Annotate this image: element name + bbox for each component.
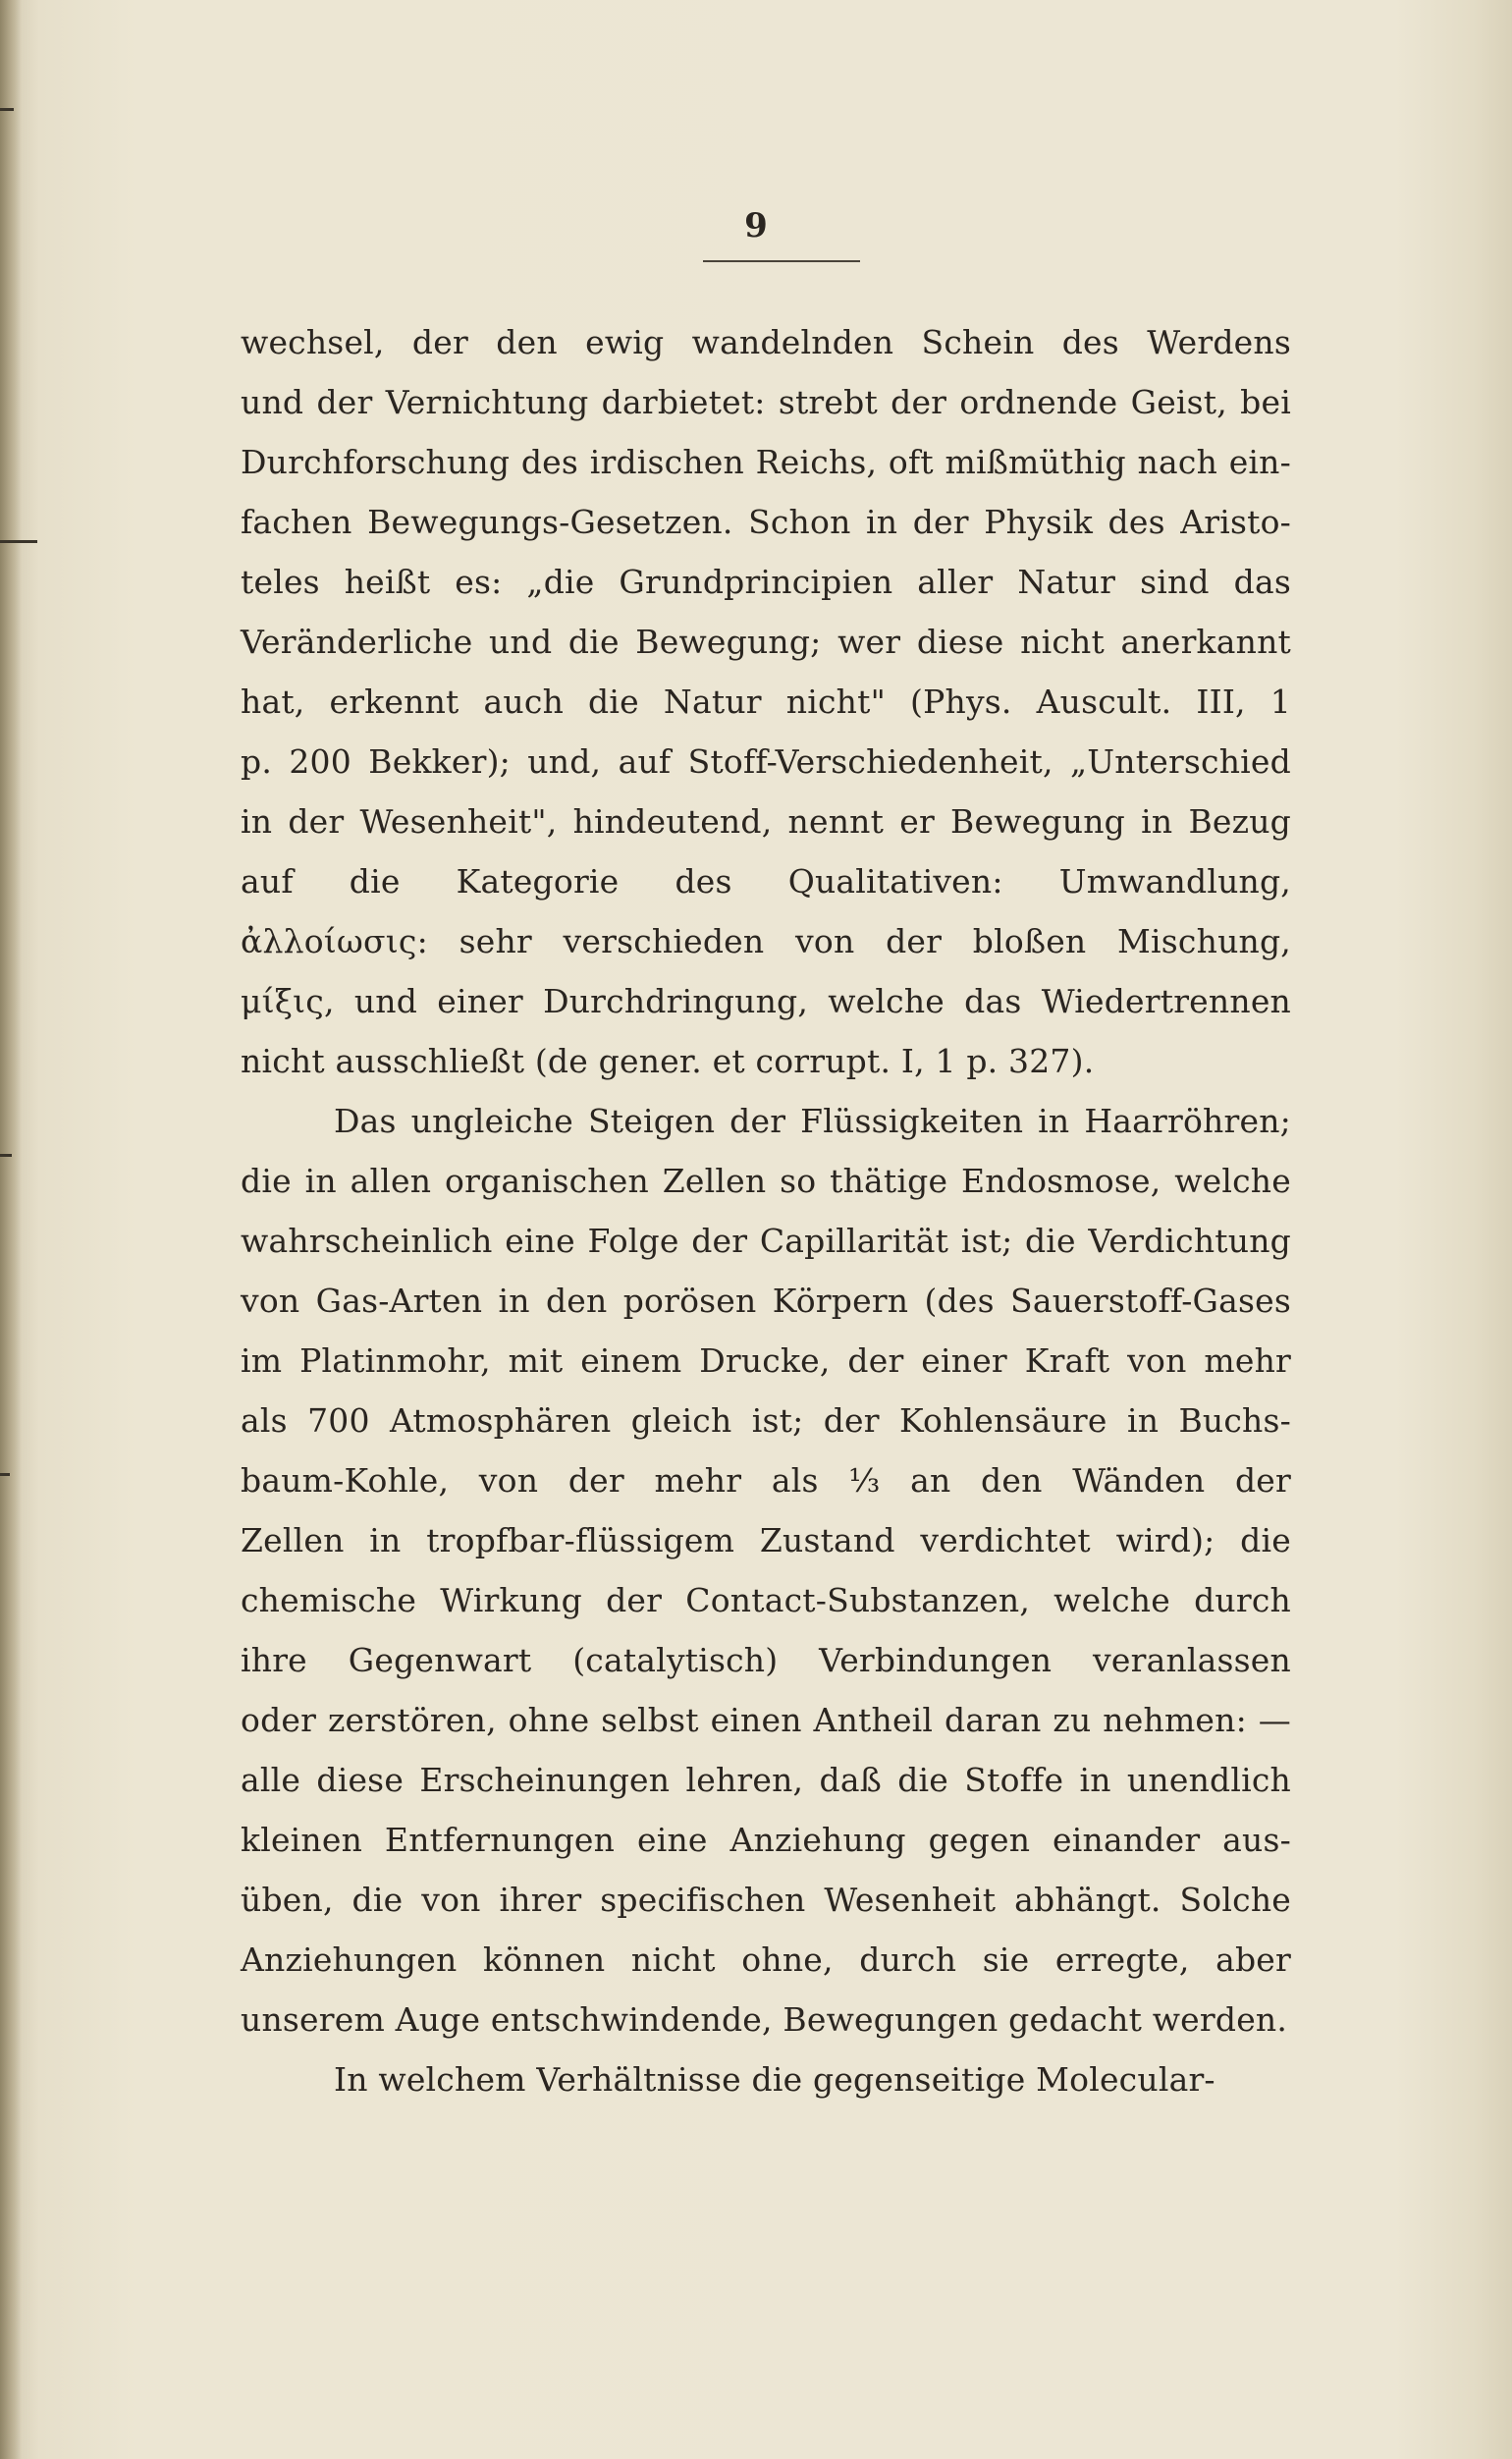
text-line: Veränderliche und die Bewegung; wer diese nicht anerkannt	[241, 623, 1291, 661]
text-line: ἀλλοίωσις: sehr verschieden von der bloßen Mischung,	[241, 922, 1291, 960]
page-spine-shadow	[0, 0, 22, 2459]
header-rule	[703, 260, 860, 262]
edge-mark	[0, 1154, 12, 1157]
text-line: in der Wesenheit", hindeutend, nennt er Bewegung in Bezug	[241, 802, 1291, 841]
text-line: Zellen in tropfbar-flüssigem Zustand verdichtet wird); die	[241, 1521, 1291, 1559]
text-line: die in allen organischen Zellen so thätige Endosmose, welche	[241, 1162, 1291, 1200]
text-line: im Platinmohr, mit einem Drucke, der einer Kraft von mehr	[241, 1341, 1291, 1380]
text-line: von Gas-Arten in den porösen Körpern (des Sauerstoff-Gases	[241, 1282, 1291, 1320]
text-line: wechsel, der den ewig wandelnden Schein des Werdens	[241, 323, 1291, 361]
text-line: üben, die von ihrer specifischen Wesenheit abhängt. Solche	[241, 1881, 1291, 1919]
text-line: teles heißt es: „die Grundprincipien aller Natur sind das	[241, 563, 1291, 601]
text-line: und der Vernichtung darbietet: strebt der ordnende Geist, bei	[241, 383, 1291, 421]
body-text	[241, 312, 1291, 2109]
text-line: unserem Auge entschwindende, Bewegungen gedacht werden.	[241, 2000, 1288, 2039]
text-line: als 700 Atmosphären gleich ist; der Kohlensäure in Buchs-	[241, 1401, 1291, 1440]
edge-mark	[0, 540, 37, 543]
text-line: fachen Bewegungs-Gesetzen. Schon in der Physik des Aristo-	[241, 503, 1291, 541]
edge-mark	[0, 1473, 10, 1476]
text-line: In welchem Verhältnisse die gegenseitige Molecular-	[334, 2060, 1215, 2099]
text-line: nicht ausschließt (de gener. et corrupt. I, 1 p. 327).	[241, 1042, 1095, 1080]
edge-mark	[0, 108, 14, 111]
text-line: chemische Wirkung der Contact-Substanzen, welche durch	[241, 1581, 1291, 1619]
text-line: hat, erkennt auch die Natur nicht" (Phys. Auscult. III, 1	[241, 683, 1291, 721]
text-line: μίξις, und einer Durchdringung, welche das Wiedertrennen	[241, 982, 1291, 1020]
page-number: 9	[744, 206, 768, 246]
text-line: wahrscheinlich eine Folge der Capillarität ist; die Verdichtung	[241, 1222, 1291, 1260]
text-line: kleinen Entfernungen eine Anziehung gegen einander aus-	[241, 1821, 1291, 1859]
text-line: p. 200 Bekker); und, auf Stoff-Verschiedenheit, „Unterschied	[241, 742, 1291, 781]
text-line: baum-Kohle, von der mehr als ⅓ an den Wänden der	[241, 1461, 1291, 1500]
text-line: Durchforschung des irdischen Reichs, oft mißmüthig nach ein-	[241, 443, 1291, 481]
text-line: alle diese Erscheinungen lehren, daß die Stoffe in unendlich	[241, 1761, 1291, 1799]
text-line: auf die Kategorie des Qualitativen: Umwandlung,	[241, 862, 1291, 901]
text-line: ihre Gegenwart (catalytisch) Verbindungen veranlassen	[241, 1641, 1291, 1679]
text-line: Das ungleiche Steigen der Flüssigkeiten in Haarröhren;	[334, 1102, 1291, 1140]
text-line: Anziehungen können nicht ohne, durch sie erregte, aber	[241, 1940, 1291, 1979]
text-line: oder zerstören, ohne selbst einen Antheil daran zu nehmen: —	[241, 1701, 1291, 1739]
